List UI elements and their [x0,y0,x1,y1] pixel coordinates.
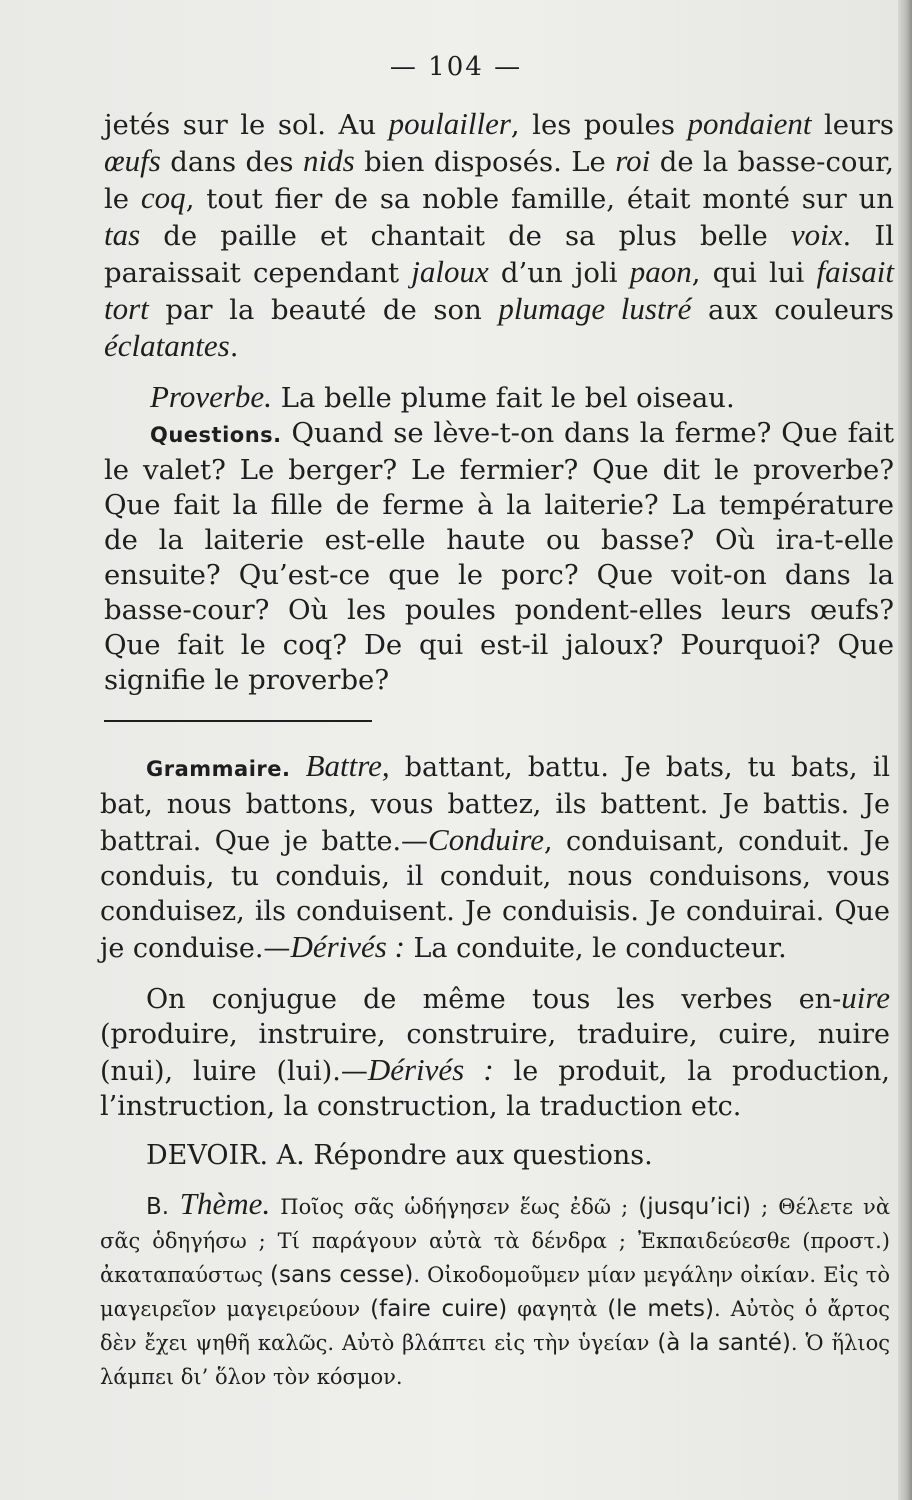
text-run: La conduite, le conducteur. [404,933,787,964]
theme-paragraph [100,1187,890,1394]
greek-text: ἀκαταπαύστως [100,1263,271,1287]
suffix-uire: uire [841,980,890,1015]
verb-battre: Battre, [305,748,390,783]
greek-text: Ποῖος σᾶς ὡδήγησεν ἕως ἐδῶ ; [270,1195,639,1219]
vocab-word: éclatantes [104,328,230,363]
text-run: On conjugue de même tous les verbes en- [146,984,842,1015]
vocab-word: jaloux [411,254,489,289]
grammar-paragraph [100,748,890,966]
greek-text: (προστ.) [802,1229,890,1253]
text-run: le produit, la production, l’instruction, la construction, la traduction etc. [100,1056,890,1122]
text-run: bien disposés. Le [354,146,616,178]
text-run: battant, battu. Je bats, tu bats, il bat, nous battons, vous battez, ils battent. Je battis. Je battrai. Que je batte.— [100,752,890,857]
derived-label: Dérivés : [290,929,405,964]
main-text-block [104,106,894,698]
text-run: , qui lui [691,257,817,289]
questions-label: Questions. [150,423,282,447]
french-gloss: (à la santé) [657,1330,791,1356]
text-run: , tout fier de sa noble famille, était monté sur un [185,183,895,215]
text-run: d’un joli [488,257,630,289]
french-gloss: (faire cuire) [370,1296,508,1322]
text-run: par la beauté de son [148,294,499,326]
vocab-word: faisait tort [104,254,894,326]
theme-prefix: B. [146,1194,180,1220]
vocab-word: tas [104,217,141,252]
text-run: , les poules [510,109,688,141]
text-run: (produire, instruire, construire, traduire, cuire, nuire (nui), luire (lui).— [100,1019,890,1087]
text-run: . Il paraissait cependant [104,220,894,289]
greek-text: . Ὁ ἥλιος λάμπει δι’ ὅλον τὸν κόσμον. [100,1331,890,1389]
vocab-word: nids [302,143,355,178]
grammar-section [100,748,890,1394]
vocab-word: paon [629,254,692,289]
vocab-word: roi [615,143,651,178]
french-gloss: (jusqu’ici) [638,1194,752,1220]
greek-text: φαγητὰ [507,1297,608,1321]
page-number: — 104 — [389,52,523,82]
greek-text: . Αὐτὸς ὁ ἄρτος δὲν ἔχει ψηθῆ καλῶς. Αὐτὸ βλάπτει εἰς τὴν ὑγείαν [100,1297,891,1355]
devoir-line: DEVOIR. A. Répondre aux questions. [146,1140,653,1171]
grammar-label: Grammaire. [146,757,291,781]
conjugation-paragraph [100,980,890,1124]
vocab-word: œufs [104,143,161,178]
questions-paragraph [104,416,894,698]
text-run: . [229,331,239,363]
text-run: leurs [811,109,895,141]
proverb-text: La belle plume fait le bel oiseau. [271,382,735,414]
greek-text: ; Θέλετε νὰ σᾶς ὁδηγήσω ; Τί παράγουν αὐτὰ τὰ δένδρα ; Ἐκπαιδεύεσθε [100,1195,891,1253]
text-run: de la basse-cour, le [104,146,894,215]
section-divider [104,720,372,722]
text-run: dans des [160,146,303,178]
text-run: jetés sur le sol. Au [104,109,389,141]
french-gloss: (le mets) [607,1296,714,1322]
proverb-line [104,379,894,416]
greek-text: . Οἰκοδομοῦμεν μίαν μεγάλην οἰκίαν. Εἰς τὸ μαγειρεῖον μαγειρεύουν [100,1263,890,1321]
text-run: , conduisant, conduit. Je conduis, tu conduis, il conduit, nous conduisons, vous conduisez, ils conduisent. Je conduisis. Je conduirai. Que je conduise.— [100,826,890,964]
page-edge-shadow [898,0,912,1500]
reading-paragraph [104,106,894,365]
french-gloss: (sans cesse) [270,1262,414,1288]
vocab-word: poulailler [388,106,511,141]
verb-conduire: Conduire [428,822,545,857]
proverb-label: Proverbe. [150,379,272,414]
vocab-word: plumage lustré [498,291,692,326]
questions-text: Quand se lève-t-on dans la ferme? Que fait le valet? Le berger? Le fermier? Que dit le proverbe? Que fait la fille de ferme à la laiterie? La température de la laiterie est-elle haute ou basse? Où ira-t-elle ensuite? Qu’est-ce que le porc? Que voit-on dans la basse-cour? Où les poules pondent-elles leurs œufs? Que fait le coq? De qui est-il jaloux? Pourquoi? Que signifie le proverbe? [104,417,894,696]
text-run: de paille et chantait de sa plus belle [140,220,791,252]
vocab-word: voix [790,217,843,252]
vocab-word: coq [140,180,186,215]
text-run: aux couleurs [691,294,895,326]
theme-label: Thème. [179,1186,271,1221]
vocab-word: pondaient [687,106,812,141]
derived-label: Dérivés : [367,1052,494,1087]
